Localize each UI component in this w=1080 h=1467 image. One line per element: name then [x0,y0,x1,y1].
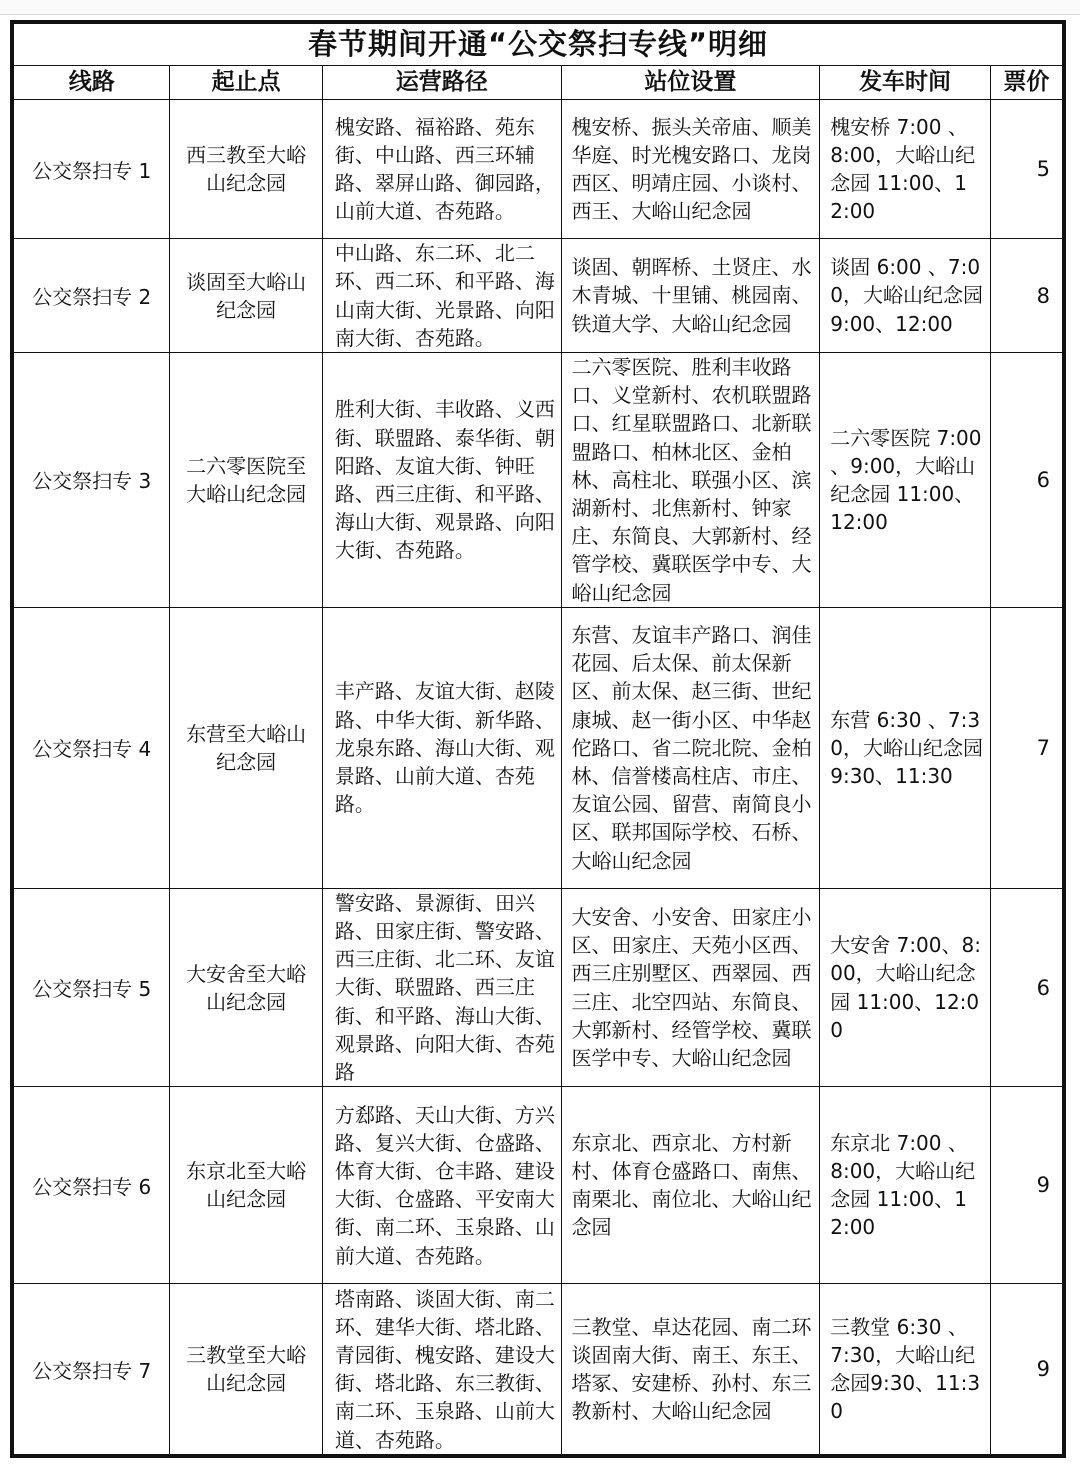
line-fare: 9 [990,1284,1062,1455]
table-row [14,607,1063,888]
line-ends: 谈固至大峪山纪念园 [170,239,322,353]
line-route: 塔南路、谈固大街、南二环、建华大街、塔北路、青园街、槐安路、建设大街、塔北路、东三教街、南二环、玉泉路、山前大道、杏苑路。 [322,1284,561,1455]
line-fare: 6 [990,353,1062,608]
line-time: 二六零医院 7:00 、9:00，大峪山纪念园 11:00、12:00 [820,353,990,608]
table-row [14,353,1063,608]
line-stops: 二六零医院、胜利丰收路口、义堂新村、农机联盟路口、红星联盟路口、北新联盟路口、柏林北区、金柏林、高柱北、联强小区、滨湖新村、北焦新村、钟家庄、东简良、大郭新村、经管学校、冀联医学中专、大峪山纪念园 [561,353,820,608]
table-title: 春节期间开通“公交祭扫专线”明细 [14,24,1063,66]
line-ends: 三教堂至大峪山纪念园 [170,1284,322,1455]
line-stops: 东京北、西京北、方村新村、体育仓盛路口、南焦、南栗北、南位北、大峪山纪念园 [561,1087,820,1284]
header-time: 发车时间 [820,66,990,100]
line-route: 中山路、东二环、北二环、西二环、和平路、海山南大街、光景路、向阳南大街、杏苑路。 [322,239,561,353]
line-name: 公交祭扫专 2 [14,239,170,353]
table-row [14,1284,1063,1455]
line-route: 警安路、景源街、田兴路、田家庄街、警安路、西三庄街、北二环、友谊大街、联盟路、西三庄街、和平路、海山大街、观景路、向阳大街、杏苑路 [322,888,561,1086]
header-line: 线路 [14,66,170,100]
header-ends: 起止点 [170,66,322,100]
line-route: 槐安路、福裕路、苑东街、中山路、西三环辅路、翠屏山路、御园路，山前大道、杏苑路。 [322,100,561,239]
header-stops: 站位设置 [561,66,820,100]
bus-line-table [10,20,1066,1458]
line-fare: 7 [990,607,1062,888]
line-name: 公交祭扫专 6 [14,1087,170,1284]
line-time: 槐安桥 7:00 、8:00，大峪山纪念园 11:00、12:00 [820,100,990,239]
line-name: 公交祭扫专 3 [14,353,170,608]
header-route: 运营路径 [322,66,561,100]
line-fare: 6 [990,888,1062,1086]
line-time: 大安舍 7:00、8:00，大峪山纪念园 11:00、12:00 [820,888,990,1086]
line-fare: 8 [990,239,1062,353]
table-row [14,888,1063,1086]
line-name: 公交祭扫专 5 [14,888,170,1086]
line-name: 公交祭扫专 4 [14,607,170,888]
line-fare: 5 [990,100,1062,239]
line-route: 丰产路、友谊大街、赵陵路、中华大街、新华路、龙泉东路、海山大街、观景路、山前大道、杏苑路。 [322,607,561,888]
line-ends: 东营至大峪山纪念园 [170,607,322,888]
line-time: 谈固 6:00 、7:00，大峪山纪念园 9:00、12:00 [820,239,990,353]
line-time: 三教堂 6:30 、7:30，大峪山纪念园9:30、11:30 [820,1284,990,1455]
line-stops: 大安舍、小安舍、田家庄小区、田家庄、天苑小区西、西三庄别墅区、西翠园、西三庄、北空四站、东简良、大郭新村、经管学校、冀联医学中专、大峪山纪念园 [561,888,820,1086]
table-row [14,1087,1063,1284]
header-row [14,66,1063,100]
line-time: 东营 6:30 、7:30，大峪山纪念园9:30、11:30 [820,607,990,888]
line-ends: 西三教至大峪山纪念园 [170,100,322,239]
line-ends: 大安舍至大峪山纪念园 [170,888,322,1086]
top-edge [0,0,1080,15]
line-ends: 二六零医院至大峪山纪念园 [170,353,322,608]
line-fare: 9 [990,1087,1062,1284]
line-name: 公交祭扫专 1 [14,100,170,239]
line-stops: 三教堂、卓达花园、南二环谈固南大街、南王、东王、塔冢、安建桥、孙村、东三教新村、大峪山纪念园 [561,1284,820,1455]
table-row [14,239,1063,353]
line-stops: 东营、友谊丰产路口、润佳花园、后太保、前太保新区、前太保、赵三街、世纪康城、赵一街小区、中华赵佗路口、省二院北院、金柏林、信誉楼高柱店、市庄、友谊公园、留营、南简良小区、联邦国际学校、石桥、大峪山纪念园 [561,607,820,888]
line-time: 东京北 7:00 、8:00，大峪山纪念园 11:00、12:00 [820,1087,990,1284]
line-stops: 谈固、朝晖桥、土贤庄、水木青城、十里铺、桃园南、铁道大学、大峪山纪念园 [561,239,820,353]
line-stops: 槐安桥、振头关帝庙、顺美华庭、时光槐安路口、龙岗西区、明靖庄园、小谈村、西王、大峪山纪念园 [561,100,820,239]
line-route: 方郄路、天山大街、方兴路、复兴大街、仓盛路、体育大街、仓丰路、建设大街、仓盛路、平安南大街、南二环、玉泉路、山前大道、杏苑路。 [322,1087,561,1284]
line-name: 公交祭扫专 7 [14,1284,170,1455]
line-route: 胜利大街、丰收路、义西街、联盟路、泰华街、朝阳路、友谊大街、钟旺路、西三庄街、和平路、海山大街、观景路、向阳大街、杏苑路。 [322,353,561,608]
line-ends: 东京北至大峪山纪念园 [170,1087,322,1284]
table-row [14,100,1063,239]
header-fare: 票价 [990,66,1062,100]
